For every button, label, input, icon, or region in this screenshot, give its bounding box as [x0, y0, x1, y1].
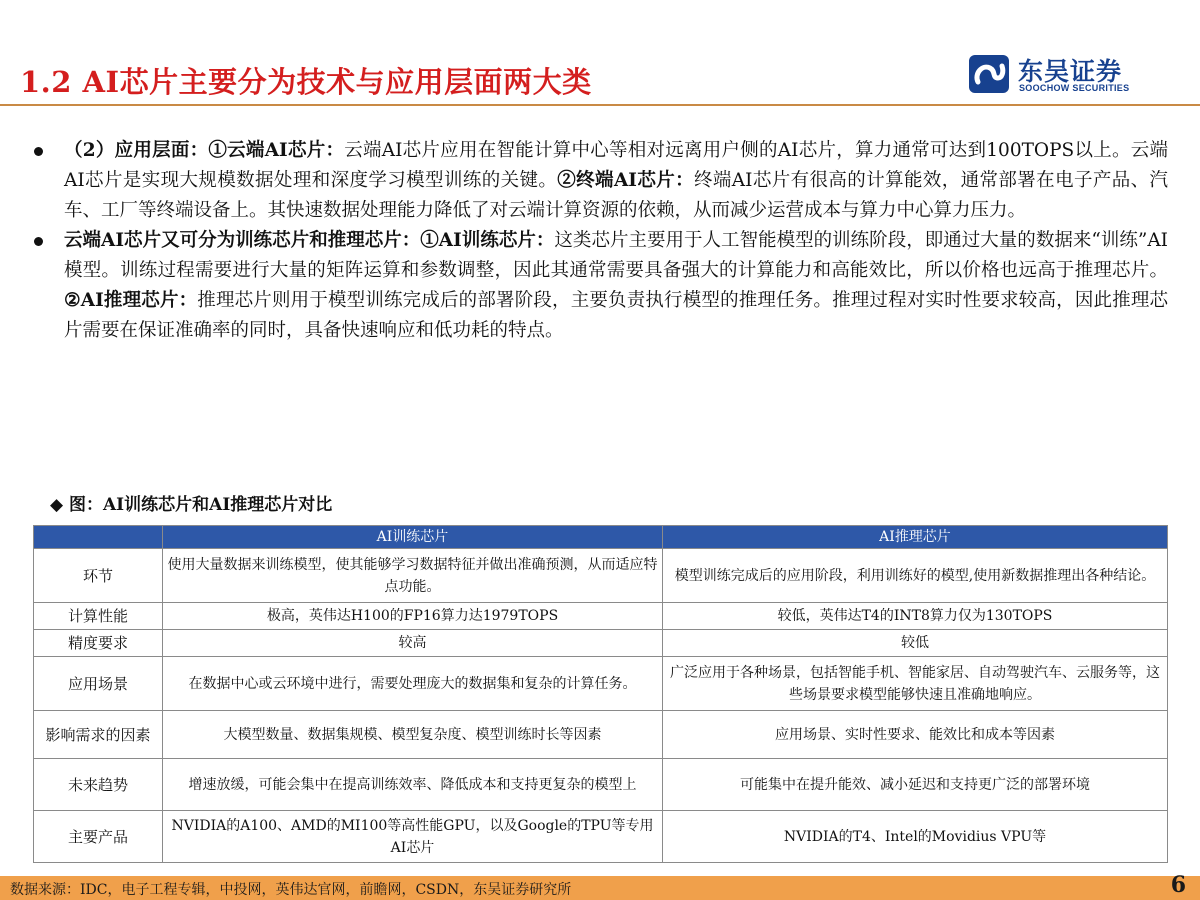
company-logo [968, 52, 1158, 96]
bullet-dot-icon [34, 237, 43, 246]
row-label: 精度要求 [34, 630, 163, 657]
table-header-row [34, 526, 1168, 549]
bullet-application-level [28, 136, 1168, 226]
bullet-heading: （2）应用层面：①云端AI芯片： [64, 140, 345, 161]
table-row [34, 759, 1168, 811]
bullet-heading: 云端AI芯片又可分为训练芯片和推理芯片： [64, 230, 421, 251]
bullet-heading: ②终端AI芯片： [557, 170, 695, 191]
bullet-list [28, 136, 1168, 346]
training-cell: 增速放缓，可能会集中在提高训练效率、降低成本和支持更复杂的模型上 [163, 759, 663, 811]
bullet-body: 这类芯片主要用于人工智能模型的训练阶段，即通过大量的数据来“训练”AI模型。训练过程需要进行大量的矩阵运算和参数调整，因此其通常需要具备强大的计算能力和高能效比，所以价格也远高于推理芯片。 [64, 230, 1168, 281]
footer-source: 数据来源：IDC，电子工程专辑，中投网，英伟达官网，前瞻网，CSDN，东吴证券研究所 [10, 882, 572, 898]
table-header-training: AI训练芯片 [163, 526, 663, 549]
bullet-body: 云端AI芯片应用在智能计算中心等相对远离用户侧的AI芯片，算力通常可达到100TOPS以上。云端AI芯片是实现大规模数据处理和深度学习模型训练的关键。 [64, 140, 1168, 191]
inference-cell: 广泛应用于各种场景，包括智能手机、智能家居、自动驾驶汽车、云服务等，这些场景要求模型能够快速且准确地响应。 [663, 657, 1168, 711]
bullet-dot-icon [34, 147, 43, 156]
comparison-table [33, 525, 1168, 863]
row-label: 应用场景 [34, 657, 163, 711]
bullet-cloud-chip-types [28, 226, 1168, 346]
training-cell: 极高，英伟达H100的FP16算力达1979TOPS [163, 603, 663, 630]
table-row [34, 603, 1168, 630]
bullet-text [64, 230, 1168, 341]
training-cell: 较高 [163, 630, 663, 657]
bullet-body: 推理芯片则用于模型训练完成后的部署阶段，主要负责执行模型的推理任务。推理过程对实时性要求较高，因此推理芯片需要在保证准确率的同时，具备快速响应和低功耗的特点。 [64, 290, 1168, 341]
table-row [34, 630, 1168, 657]
training-cell: 大模型数量、数据集规模、模型复杂度、模型训练时长等因素 [163, 711, 663, 759]
inference-cell: 应用场景、实时性要求、能效比和成本等因素 [663, 711, 1168, 759]
inference-cell: 较低，英伟达T4的INT8算力仅为130TOPS [663, 603, 1168, 630]
inference-cell: 可能集中在提升能效、减小延迟和支持更广泛的部署环境 [663, 759, 1168, 811]
table-row [34, 811, 1168, 863]
figure-title: ◆ 图：AI训练芯片和AI推理芯片对比 [50, 495, 333, 515]
table-row [34, 657, 1168, 711]
table-header-inference: AI推理芯片 [663, 526, 1168, 549]
row-label: 影响需求的因素 [34, 711, 163, 759]
logo-mark-icon [968, 54, 1012, 94]
bullet-heading: ①AI训练芯片： [420, 230, 555, 251]
page-title: 1.2 AI芯片主要分为技术与应用层面两大类 [20, 65, 592, 99]
training-cell: 在数据中心或云环境中进行，需要处理庞大的数据集和复杂的计算任务。 [163, 657, 663, 711]
bullet-heading: ②AI推理芯片： [64, 290, 198, 311]
inference-cell: NVIDIA的T4、Intel的Movidius VPU等 [663, 811, 1168, 863]
row-label: 计算性能 [34, 603, 163, 630]
bullet-text [64, 140, 1168, 221]
table-row [34, 711, 1168, 759]
title-divider [0, 104, 1200, 106]
row-label: 主要产品 [34, 811, 163, 863]
table-header-corner [34, 526, 163, 549]
row-label: 未来趋势 [34, 759, 163, 811]
inference-cell: 模型训练完成后的应用阶段，利用训练好的模型,使用新数据推理出各种结论。 [663, 549, 1168, 603]
inference-cell: 较低 [663, 630, 1168, 657]
bullet-body: 终端AI芯片有很高的计算能效，通常部署在电子产品、汽车、工厂等终端设备上。其快速数据处理能力降低了对云端计算资源的依赖，从而减少运营成本与算力中心算力压力。 [64, 170, 1169, 221]
training-cell: 使用大量数据来训练模型，使其能够学习数据特征并做出准确预测，从而适应特点功能。 [163, 549, 663, 603]
row-label: 环节 [34, 549, 163, 603]
logo-english-name: SOOCHOW SECURITIES [1019, 83, 1130, 93]
table-row [34, 549, 1168, 603]
page-number: 6 [1170, 872, 1186, 898]
training-cell: NVIDIA的A100、AMD的MI100等高性能GPU，以及Google的TPU等专用AI芯片 [163, 811, 663, 863]
logo-chinese-name: 东吴证券 [1018, 57, 1123, 86]
